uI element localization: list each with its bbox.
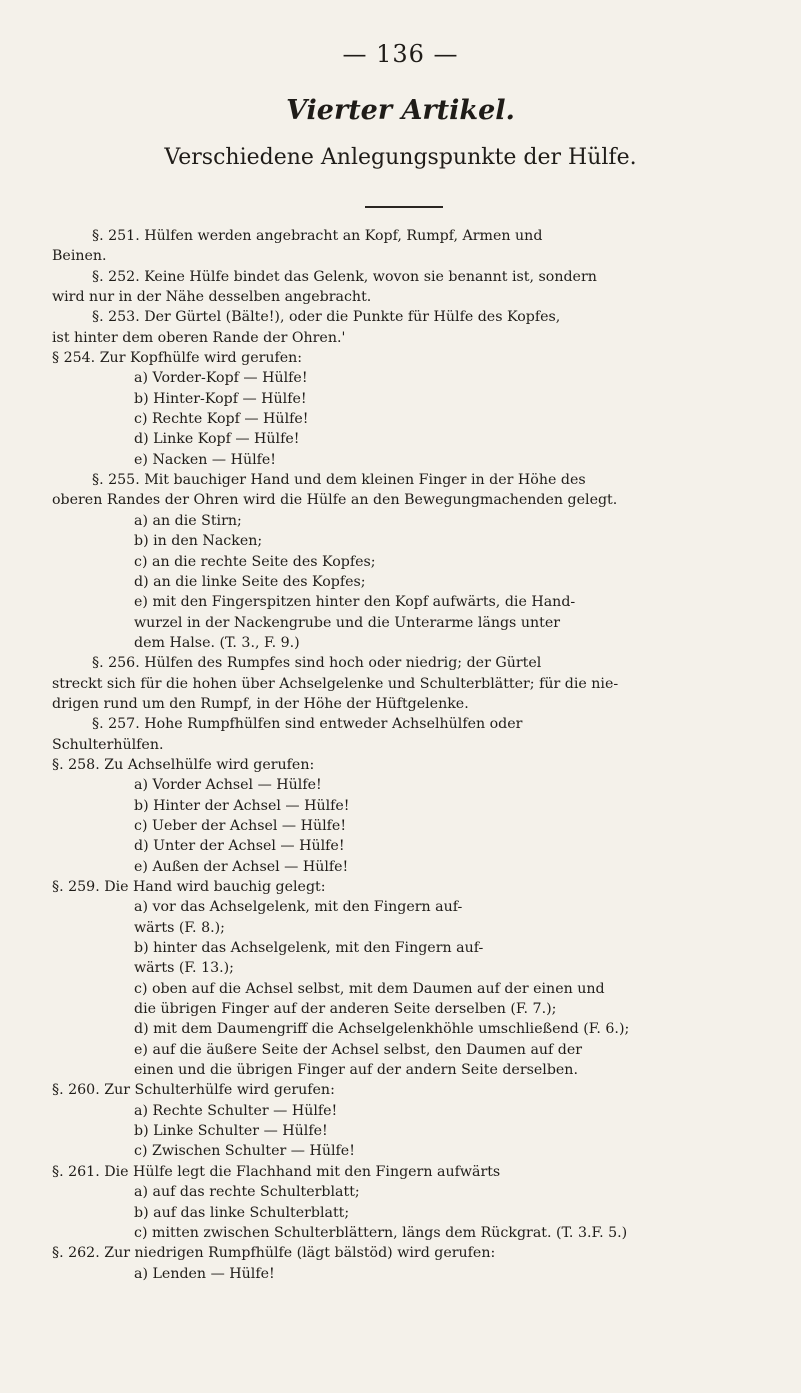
text-line: §. 258. Zu Achselhülfe wird gerufen: <box>52 756 315 773</box>
text-line: §. 257. Hohe Rumpfhülfen sind entweder Achselhülfen oder <box>92 716 523 733</box>
text-line: c) oben auf die Achsel selbst, mit dem Daumen auf der einen und <box>134 980 605 997</box>
text-line: Beinen. <box>52 248 107 265</box>
text-line: wird nur in der Nähe desselben angebracht. <box>52 289 372 306</box>
divider-rule <box>365 206 443 208</box>
page-number: — 136 — <box>342 40 459 68</box>
text-line: die übrigen Finger auf der anderen Seite derselben (F. 7.); <box>134 1001 557 1018</box>
text-line: §. 255. Mit bauchiger Hand und dem kleinen Finger in der Höhe des <box>92 472 586 489</box>
text-line: d) mit dem Daumengriff die Achselgelenkhöhle umschließend (F. 6.); <box>134 1021 630 1038</box>
text-line: a) vor das Achselgelenk, mit den Fingern auf- <box>134 899 463 916</box>
text-line: b) hinter das Achselgelenk, mit den Fingern auf- <box>134 940 484 957</box>
text-line: dem Halse. (T. 3., F. 9.) <box>134 634 300 651</box>
text-line: b) Linke Schulter — Hülfe! <box>134 1123 328 1140</box>
text-line: §. 259. Die Hand wird bauchig gelegt: <box>52 879 326 895</box>
text-line: d) Linke Kopf — Hülfe! <box>134 431 300 448</box>
text-line: §. 251. Hülfen werden angebracht an Kopf, Rumpf, Armen und <box>92 228 543 244</box>
text-line: ist hinter dem oberen Rande der Ohren.' <box>52 329 346 346</box>
text-line: §. 253. Der Gürtel (Bälte!), oder die Punkte für Hülfe des Kopfes, <box>92 309 561 326</box>
text-line: a) Vorder Achsel — Hülfe! <box>134 777 322 794</box>
text-line: a) Lenden — Hülfe! <box>134 1265 275 1282</box>
text-line: §. 260. Zur Schulterhülfe wird gerufen: <box>52 1082 335 1099</box>
text-line: a) an die Stirn; <box>134 512 242 529</box>
text-line: a) auf das rechte Schulterblatt; <box>134 1184 360 1201</box>
text-line: d) an die linke Seite des Kopfes; <box>134 573 366 590</box>
text-line: c) Ueber der Achsel — Hülfe! <box>134 817 347 834</box>
text-line: wärts (F. 13.); <box>134 960 234 977</box>
text-line: einen und die übrigen Finger auf der andern Seite derselben. <box>134 1062 578 1079</box>
text-line: §. 252. Keine Hülfe bindet das Gelenk, wovon sie benannt ist, sondern <box>92 268 597 285</box>
text-line: §. 256. Hülfen des Rumpfes sind hoch oder niedrig; der Gürtel <box>92 655 542 672</box>
text-line: c) Rechte Kopf — Hülfe! <box>134 411 309 428</box>
text-line: b) Hinter-Kopf — Hülfe! <box>134 390 307 407</box>
text-line: c) an die rechte Seite des Kopfes; <box>134 553 376 570</box>
text-line: oberen Randes der Ohren wird die Hülfe an den Bewegungmachenden gelegt. <box>52 492 618 509</box>
text-line: wärts (F. 8.); <box>134 919 225 936</box>
text-line: b) in den Nacken; <box>134 533 263 550</box>
text-line: d) Unter der Achsel — Hülfe! <box>134 838 345 855</box>
text-line: drigen rund um den Rumpf, in der Höhe der Hüftgelenke. <box>52 695 469 712</box>
text-line: § 254. Zur Kopfhülfe wird gerufen: <box>52 350 303 367</box>
text-line: e) mit den Fingerspitzen hinter den Kopf aufwärts, die Hand- <box>134 594 576 611</box>
text-line: wurzel in der Nackengrube und die Unterarme längs unter <box>134 614 560 631</box>
text-line: e) auf die äußere Seite der Achsel selbst, den Daumen auf der <box>134 1041 583 1058</box>
text-line: streckt sich für die hohen über Achselgelenke und Schulterblätter; für die nie- <box>52 675 619 692</box>
text-line: a) Vorder-Kopf — Hülfe! <box>134 370 308 387</box>
text-line: §. 261. Die Hülfe legt die Flachhand mit den Fingern aufwärts <box>52 1163 501 1180</box>
text-line: c) mitten zwischen Schulterblättern, längs dem Rückgrat. (T. 3.F. 5.) <box>134 1224 628 1241</box>
body-text <box>52 226 784 1284</box>
text-line: e) Außen der Achsel — Hülfe! <box>134 858 349 875</box>
text-line: a) Rechte Schulter — Hülfe! <box>134 1102 338 1119</box>
text-line: e) Nacken — Hülfe! <box>134 451 276 468</box>
article-subheading: Verschiedene Anlegungspunkte der Hülfe. <box>164 145 637 170</box>
text-line: Schulterhülfen. <box>52 736 164 753</box>
text-line: b) auf das linke Schulterblatt; <box>134 1204 350 1221</box>
text-line: b) Hinter der Achsel — Hülfe! <box>134 797 350 814</box>
text-line: §. 262. Zur niedrigen Rumpfhülfe (lägt bälstöd) wird gerufen: <box>52 1245 496 1262</box>
text-line: c) Zwischen Schulter — Hülfe! <box>134 1143 355 1160</box>
article-heading: Vierter Artikel. <box>286 95 515 126</box>
